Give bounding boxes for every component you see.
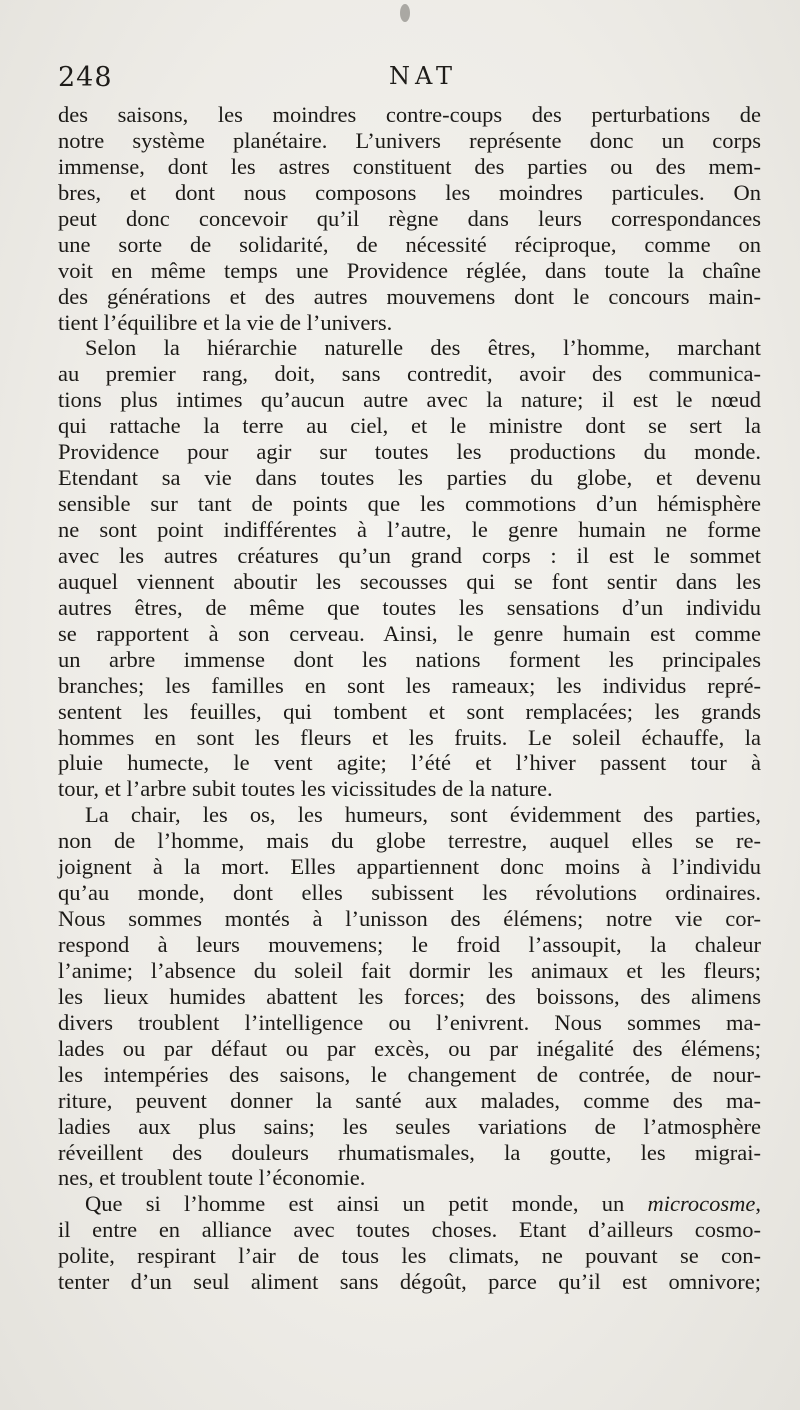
text-line-content: sensible sur tant de points que les commotions d’un hémisphère — [58, 491, 761, 517]
text-line-content: hommes en sont les fleurs et les fruits. Le soleil échauffe, la — [58, 724, 761, 750]
text-line — [58, 361, 761, 387]
text-line-content: se rapportent à son cerveau. Ainsi, le genre humain est comme — [58, 620, 761, 646]
text-line-content: autres êtres, de même que toutes les sensations d’un individu — [58, 594, 761, 620]
text-line — [58, 1140, 761, 1166]
text-line-content: avec les autres créatures qu’un grand corps : il est le sommet — [58, 542, 761, 568]
body-text — [58, 102, 761, 1295]
text-line-content: polite, respirant l’air de tous les climats, ne pouvant se con- — [58, 1243, 761, 1269]
text-line — [58, 776, 761, 802]
text-line — [58, 206, 761, 232]
text-line — [58, 465, 761, 491]
text-line — [58, 180, 761, 206]
text-line-content: l’anime; l’absence du soleil fait dormir les animaux et les fleurs; — [58, 957, 761, 983]
text-line-content: ladies aux plus sains; les seules variations de l’atmosphère — [58, 1113, 761, 1139]
text-line-content: immense, dont les astres constituent des parties ou des mem- — [58, 153, 761, 179]
text-line-content: qui rattache la terre au ciel, et le ministre dont se sert la — [58, 413, 761, 439]
text-line-content: tient l’équilibre et la vie de l’univers. — [58, 309, 393, 335]
running-head — [58, 62, 742, 96]
text-line-content: Nous sommes montés à l’unisson des élémens; notre vie cor- — [58, 906, 761, 932]
text-line — [58, 569, 761, 595]
text-line — [58, 984, 761, 1010]
text-line-content: Selon la hiérarchie naturelle des êtres, l’homme, marchant — [85, 335, 761, 361]
text-line — [58, 387, 761, 413]
text-line — [58, 802, 761, 828]
text-line — [58, 439, 761, 465]
text-line — [58, 1191, 761, 1217]
text-line — [58, 1165, 761, 1191]
text-line — [58, 102, 761, 128]
text-line — [58, 1243, 761, 1269]
text-line-content: les lieux humides abattent les forces; des boissons, des alimens — [58, 983, 761, 1009]
text-line — [58, 1269, 761, 1295]
text-line — [58, 284, 761, 310]
text-line-content: Que si l’homme est ainsi un petit monde, un — [85, 1191, 648, 1217]
text-line — [58, 854, 761, 880]
text-line-content: des générations et des autres mouvemens dont le concours main- — [58, 283, 761, 309]
text-line — [58, 543, 761, 569]
text-line — [58, 673, 761, 699]
text-line — [58, 491, 761, 517]
text-line-content: tions plus intimes qu’aucun autre avec la nature; il est le nœud — [58, 387, 761, 413]
text-line-content: notre système planétaire. L’univers représente donc un corps — [58, 127, 761, 153]
text-line — [58, 647, 761, 673]
text-line-content: joignent à la mort. Elles appartiennent donc moins à l’individu — [58, 854, 761, 880]
text-line — [58, 750, 761, 776]
trailing-punctuation: , — [755, 1191, 761, 1217]
page-number: 248 — [58, 62, 113, 93]
text-line-content: il entre en alliance avec toutes choses. Etant d’ailleurs cosmo- — [58, 1217, 761, 1243]
text-line-content: un arbre immense dont les nations forment les principales — [58, 646, 761, 672]
text-line-content: Etendant sa vie dans toutes les parties du globe, et devenu — [58, 465, 761, 491]
text-line — [58, 335, 761, 361]
text-line-content: riture, peuvent donner la santé aux malades, comme des ma- — [58, 1087, 761, 1113]
text-line — [58, 595, 761, 621]
text-line — [58, 725, 761, 751]
text-line-content: respond à leurs mouvemens; le froid l’assoupit, la chaleur — [58, 932, 761, 957]
text-line-content: nes, et troublent toute l’économie. — [58, 1165, 366, 1191]
text-line-content: des saisons, les moindres contre-coups des perturbations de — [58, 102, 761, 127]
text-line-content: voit en même temps une Providence réglée, dans toute la chaîne — [58, 257, 761, 283]
text-line-content: pluie humecte, le vent agite; l’été et l’hiver passent tour à — [58, 750, 761, 776]
text-line-content: au premier rang, doit, sans contredit, avoir des communica- — [58, 361, 761, 387]
text-line-content: tour, et l’arbre subit toutes les vicissitudes de la nature. — [58, 776, 553, 802]
text-line-content: divers troublent l’intelligence ou l’enivrent. Nous sommes ma- — [58, 1009, 761, 1035]
text-line-content: qu’au monde, dont elles subissent les révolutions ordinaires. — [58, 880, 761, 906]
text-line-content: Providence pour agir sur toutes les productions du monde. — [58, 439, 761, 465]
text-line — [58, 517, 761, 543]
text-line — [58, 880, 761, 906]
text-line — [58, 128, 761, 154]
text-line-content: bres, et dont nous composons les moindres particules. On — [58, 179, 761, 205]
text-line-content: ne sont point indifférentes à l’autre, le genre humain ne forme — [58, 517, 761, 542]
text-line — [58, 1217, 761, 1243]
text-line — [58, 906, 761, 932]
text-line — [58, 1114, 761, 1140]
text-line — [58, 621, 761, 647]
text-line-content: peut donc concevoir qu’il règne dans leurs correspondances — [58, 205, 761, 231]
text-line — [58, 310, 761, 336]
text-line — [58, 1088, 761, 1114]
text-line-content: tenter d’un seul aliment sans dégoût, parce qu’il est omnivore; — [58, 1269, 761, 1295]
text-line — [58, 828, 761, 854]
text-line — [58, 1036, 761, 1062]
text-line-content: sentent les feuilles, qui tombent et sont remplacées; les grands — [58, 698, 761, 724]
text-line — [58, 699, 761, 725]
text-line — [58, 958, 761, 984]
text-line-content: lades ou par défaut ou par excès, ou par inégalité des élémens; — [58, 1035, 761, 1061]
italic-term: microcosme — [647, 1191, 756, 1217]
text-line-content: réveillent des douleurs rhumatismales, la goutte, les migrai- — [58, 1139, 761, 1165]
text-line — [58, 1010, 761, 1036]
text-line — [58, 258, 761, 284]
text-line — [58, 932, 761, 958]
text-line — [58, 154, 761, 180]
text-line — [58, 413, 761, 439]
text-line-content: auquel viennent aboutir les secousses qui se font sentir dans les — [58, 568, 761, 594]
text-line-content: branches; les familles en sont les rameaux; les individus repré- — [58, 672, 761, 698]
running-title: NAT — [388, 62, 458, 90]
text-line-content: les intempéries des saisons, le changement de contrée, de nour- — [58, 1061, 761, 1087]
text-line — [58, 1062, 761, 1088]
text-line-content: une sorte de solidarité, de nécessité réciproque, comme on — [58, 231, 761, 257]
text-line-content: La chair, les os, les humeurs, sont évidemment des parties, — [85, 802, 761, 828]
ink-smudge — [400, 4, 410, 22]
text-line — [58, 232, 761, 258]
text-line-content: non de l’homme, mais du globe terrestre, auquel elles se re- — [58, 828, 761, 854]
